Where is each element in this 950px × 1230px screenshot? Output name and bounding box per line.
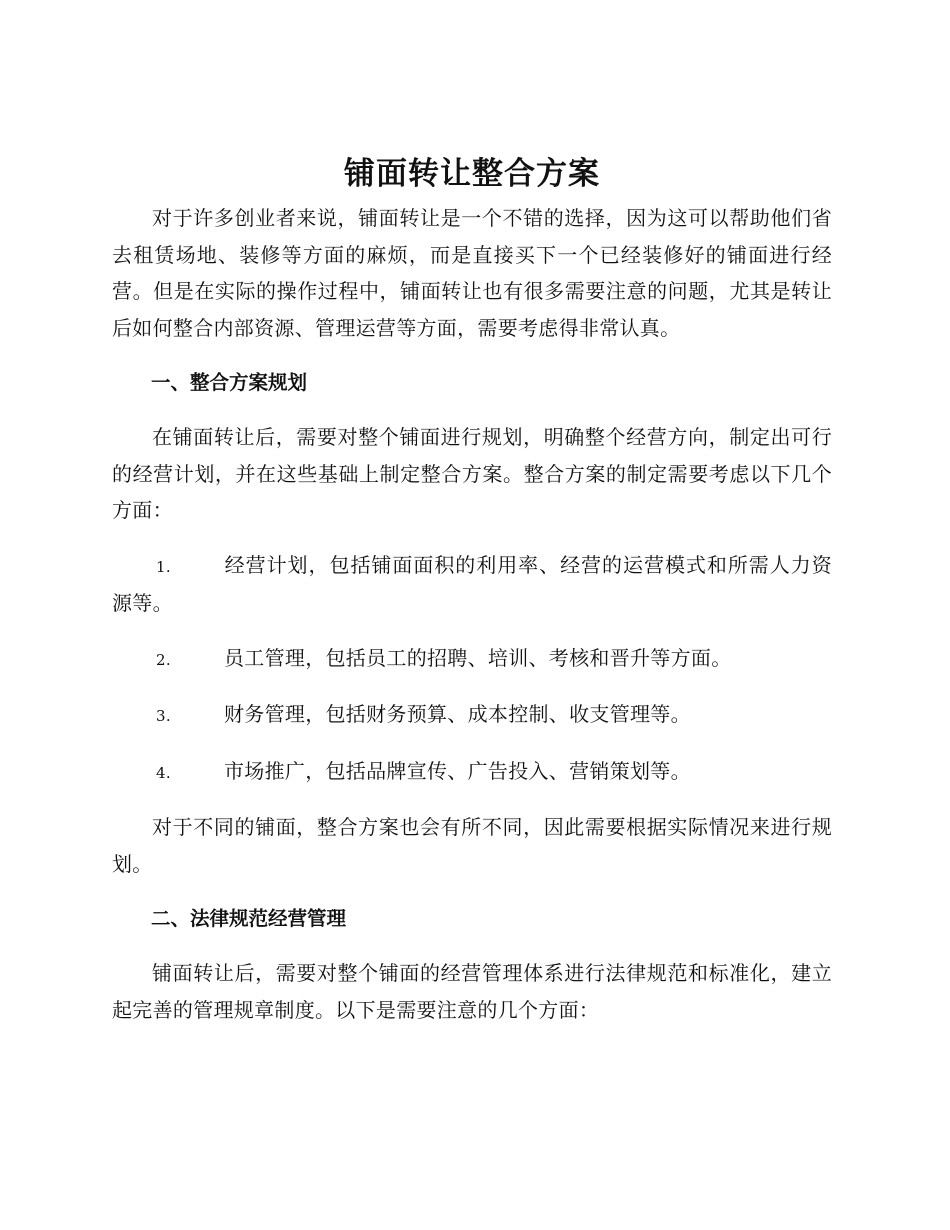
section-1-heading: 一、整合方案规划: [151, 371, 308, 394]
list-item: [112, 640, 832, 679]
list-number: 2.: [156, 650, 171, 669]
spacer: [112, 401, 832, 419]
list-item: [112, 547, 832, 622]
section-1-paragraph: 在铺面转让后，需要对整个铺面进行规划，明确整个经营方向，制定出可行的经营计划，并在这些基础上制定整合方案。整合方案的制定需要考虑以下几个方面：: [112, 425, 832, 522]
list-item: [112, 696, 832, 735]
list-number: 1.: [156, 557, 171, 576]
spacer: [112, 529, 832, 547]
section-2-paragraph: 铺面转让后，需要对整个铺面的经营管理体系进行法律规范和标准化，建立起完善的管理规章制度。以下是需要注意的几个方面：: [112, 961, 832, 1022]
spacer: [112, 735, 832, 753]
section-2-heading: 二、法律规范经营管理: [151, 907, 347, 930]
spacer: [112, 622, 832, 640]
document-title: 铺面转让整合方案: [344, 156, 600, 192]
document-page: [112, 148, 832, 1028]
list-text: 员工管理，包括员工的招聘、培训、考核和晋升等方面。: [224, 645, 732, 670]
list-text: 经营计划，包括铺面面积的利用率、经营的运营模式和所需人力资源等。: [112, 552, 832, 615]
spacer: [112, 346, 832, 365]
spacer: [112, 937, 832, 955]
list-text: 市场推广，包括品牌宣传、广告投入、营销策划等。: [224, 758, 691, 783]
list-number: 4.: [156, 763, 171, 782]
spacer: [112, 678, 832, 696]
spacer: [112, 882, 832, 901]
intro-paragraph: 对于许多创业者来说，铺面转让是一个不错的选择，因为这可以帮助他们省去租赁场地、装修等方面的麻烦，而是直接买下一个已经装修好的铺面进行经营。但是在实际的操作过程中，铺面转让也有很多需要注意的问题，尤其是转让后如何整合内部资源、管理运营等方面，需要考虑得非常认真。: [112, 206, 832, 340]
list-item: [112, 753, 832, 792]
spacer: [112, 791, 832, 809]
section-1-closing-paragraph: 对于不同的铺面，整合方案也会有所不同，因此需要根据实际情况来进行规划。: [112, 815, 832, 876]
list-number: 3.: [156, 707, 171, 725]
list-text: 财务管理，包括财务预算、成本控制、收支管理等。: [224, 702, 691, 726]
